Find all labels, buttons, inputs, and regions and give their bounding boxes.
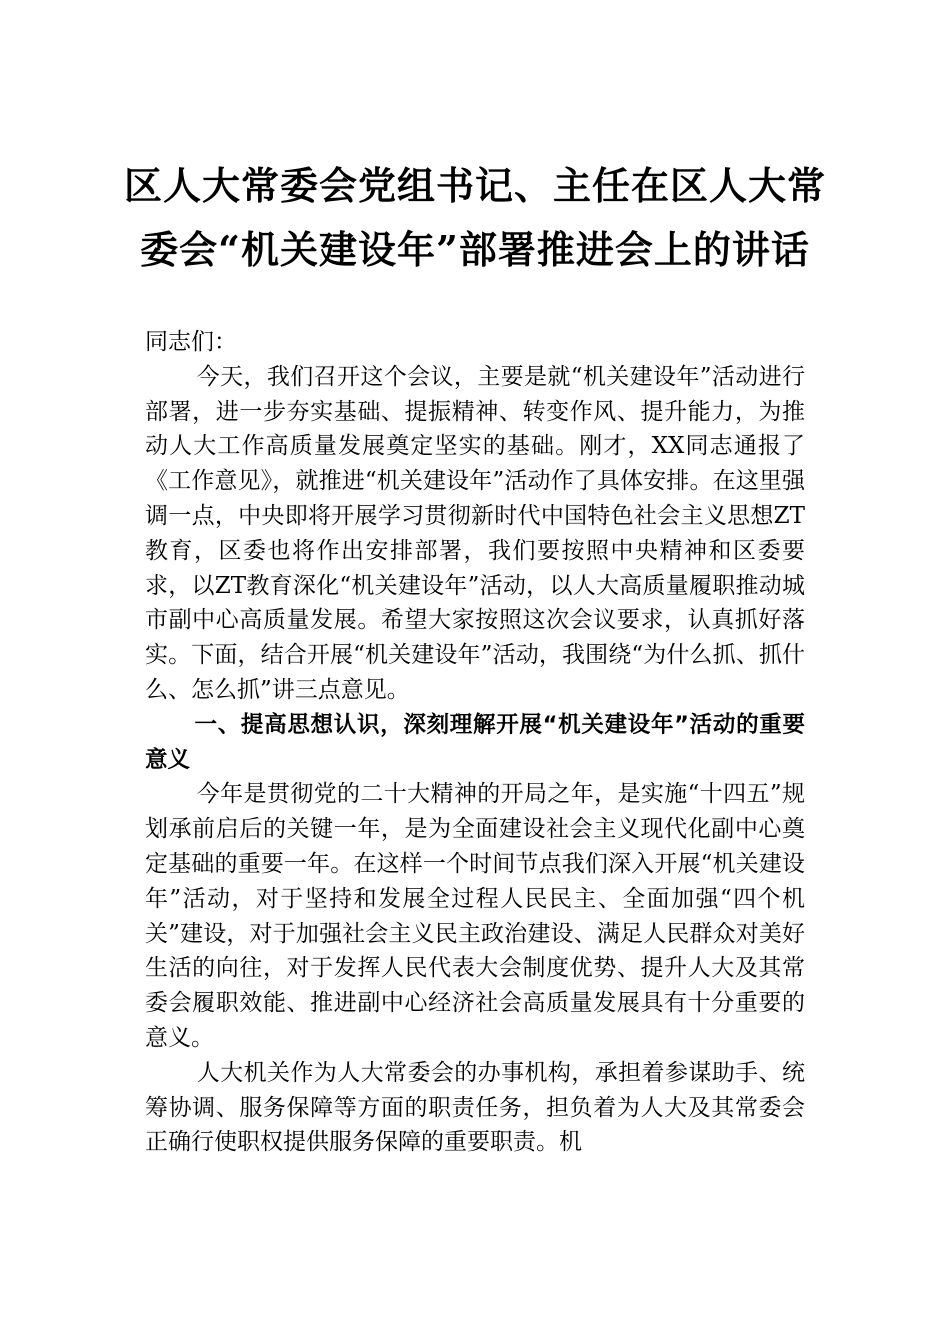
document-title-line-2: 委会“机关建设年”部署推进会上的讲话	[140, 227, 810, 272]
paragraph-organ-role: 人大机关作为人大常委会的办事机构，承担着参谋助手、统筹协调、服务保障等方面的职责任务，担负着为人大及其常委会正确行使职权提供服务保障的重要职责。机	[145, 1059, 805, 1156]
section-heading-1: 一、提高思想认识，深刻理解开展“机关建设年”活动的重要意义	[145, 711, 805, 773]
document-body	[145, 325, 805, 1160]
paragraph-significance: 今年是贯彻党的二十大精神的开局之年，是实施“十四五”规划承前启后的关键一年，是为全面建设社会主义现代化副中心奠定基础的重要一年。在这样一个时间节点我们深入开展“机关建设年”活动，对于坚持和发展全过程人民民主、全面加强“四个机关”建设，对于加强社会主义民主政治建设、满足人民群众对美好生活的向往，对于发挥人民代表大会制度优势、提升人大及其常委会履职效能、推进副中心经济社会高质量发展具有十分重要的意义。	[145, 781, 805, 1051]
document-title-line-1: 区人大常委会党组书记、主任在区人大常	[123, 163, 826, 208]
greeting: 同志们：	[145, 329, 237, 355]
paragraph-intro: 今天，我们召开这个会议，主要是就“机关建设年”活动进行部署，进一步夯实基础、提振精神、转变作风、提升能力，为推动人大工作高质量发展奠定坚实的基础。刚才，XX同志通报了《工作意见》，就推进“机关建设年”活动作了具体安排。在这里强调一点，中央即将开展学习贯彻新时代中国特色社会主义思想ZT教育，区委也将作出安排部署，我们要按照中央精神和区委要求，以ZT教育深化“机关建设年”活动，以人大高质量履职推动城市副中心高质量发展。希望大家按照这次会议要求，认真抓好落实。下面，结合开展“机关建设年”活动，我围绕“为什么抓、抓什么、怎么抓”讲三点意见。	[145, 363, 805, 703]
